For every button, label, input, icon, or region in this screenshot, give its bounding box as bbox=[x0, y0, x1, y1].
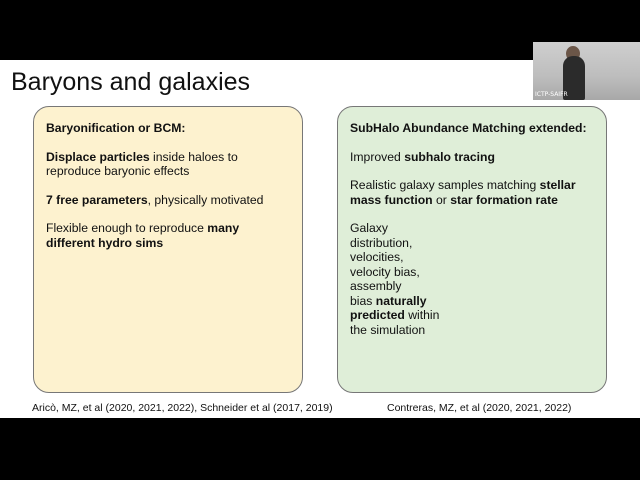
left-box-paragraph-3: Flexible enough to reproduce many different hydro sims bbox=[46, 221, 240, 250]
slide-title: Baryons and galaxies bbox=[11, 68, 251, 96]
webcam-feed bbox=[533, 42, 640, 100]
citation-left: Aricò, MZ, et al (2020, 2021, 2022), Schneider et al (2017, 2019) bbox=[32, 402, 333, 414]
right-box-paragraph-1: Improved subhalo tracing bbox=[350, 149, 495, 164]
shamext-box bbox=[337, 106, 607, 393]
webcam-label: ICTP-SAIFR bbox=[535, 91, 568, 98]
left-box-paragraph-1: Displace particles inside haloes to reproduce baryonic effects bbox=[46, 149, 238, 178]
baryonification-box bbox=[33, 106, 303, 393]
right-box-paragraph-3: Galaxy distribution, velocities, velocity bias, assembly bias naturally predicted within the simulation bbox=[350, 221, 440, 337]
right-box-paragraph-2: Realistic galaxy samples matching stellar mass function or star formation rate bbox=[350, 178, 576, 207]
left-box-paragraph-2: 7 free parameters, physically motivated bbox=[46, 192, 264, 207]
citation-right: Contreras, MZ, et al (2020, 2021, 2022) bbox=[387, 402, 572, 414]
left-box-heading: Baryonification or BCM: bbox=[46, 121, 186, 135]
slide bbox=[0, 60, 640, 418]
right-box-heading: SubHalo Abundance Matching extended: bbox=[350, 121, 587, 135]
